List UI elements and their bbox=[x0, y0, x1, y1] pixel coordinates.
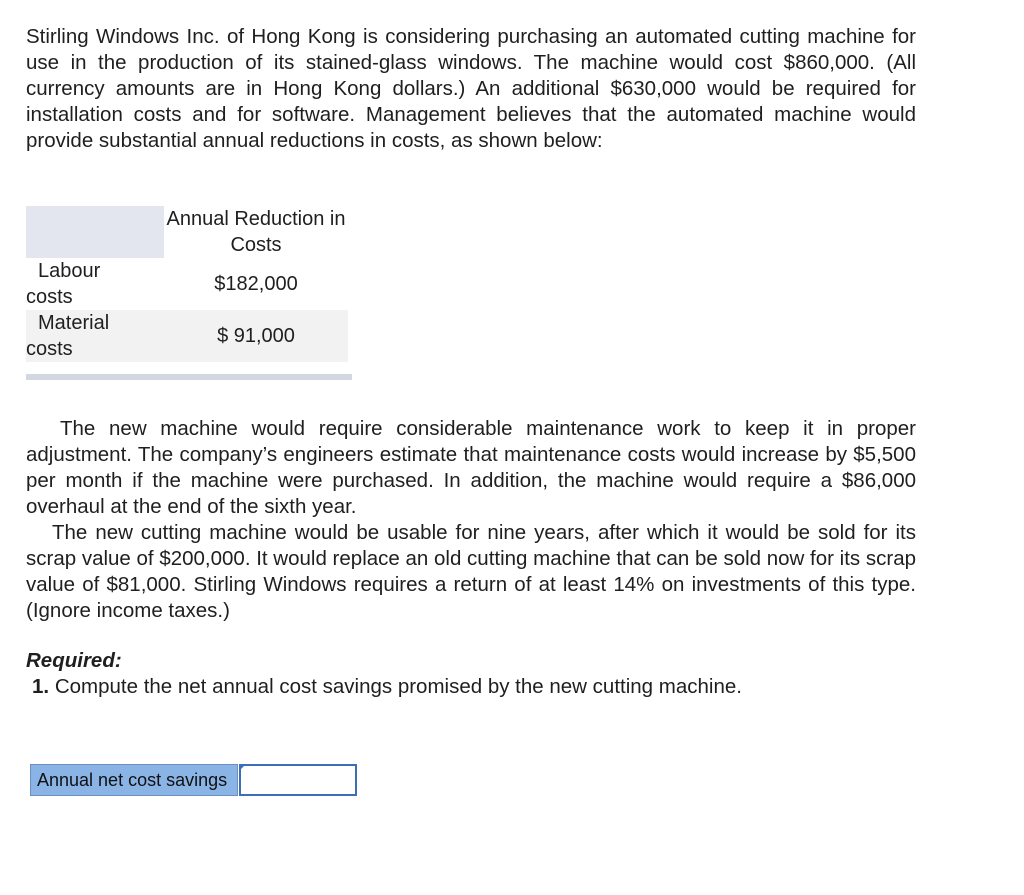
question-text: Compute the net annual cost savings promised by the new cutting machine. bbox=[54, 675, 742, 698]
answer-label: Annual net cost savings bbox=[30, 764, 238, 796]
row-value-material: $ 91,000 bbox=[217, 325, 295, 347]
maintenance-paragraph: The new machine would require considerable maintenance work to keep it in proper adjustment. The company’s engineers estimate that maintenance costs would increase by $5,500 per month if the machine were purchased. In addition, the machine would require a $86,000 overhaul at the end of the sixth year. bbox=[26, 417, 916, 518]
row-label-material: Material costs bbox=[26, 312, 110, 360]
table-row bbox=[26, 310, 348, 362]
input-corner-marker-icon bbox=[239, 764, 246, 771]
question-number: 1. bbox=[32, 675, 50, 698]
table-column-header: Annual Reduction in Costs bbox=[164, 206, 348, 258]
row-label-labour: Labour costs bbox=[26, 260, 101, 308]
table-header-row bbox=[26, 206, 348, 258]
intro-paragraph: Stirling Windows Inc. of Hong Kong is considering purchasing an automated cutting machine for use in the production of its stained-glass windows. The machine would cost $860,000. (All currency amounts are in Hong Kong dollars.) An additional $630,000 would be required for installation costs and for software. Management believes that the automated machine would provide substantial annual reductions in costs, as shown below: bbox=[26, 25, 916, 152]
salvage-paragraph: The new cutting machine would be usable for nine years, after which it would be sold for its scrap value of $200,000. It would replace an old cutting machine that can be sold now for its scrap value of $81,000. Stirling Windows requires a return of at least 14% on investments of this type. (Ignore income taxes.) bbox=[26, 521, 916, 622]
annual-net-cost-savings-input[interactable] bbox=[239, 764, 357, 796]
table-bottom-rule bbox=[26, 374, 352, 380]
row-value-labour: $182,000 bbox=[214, 273, 298, 295]
table-row bbox=[26, 258, 348, 310]
required-heading: Required: bbox=[26, 649, 122, 672]
question-1 bbox=[32, 675, 742, 699]
